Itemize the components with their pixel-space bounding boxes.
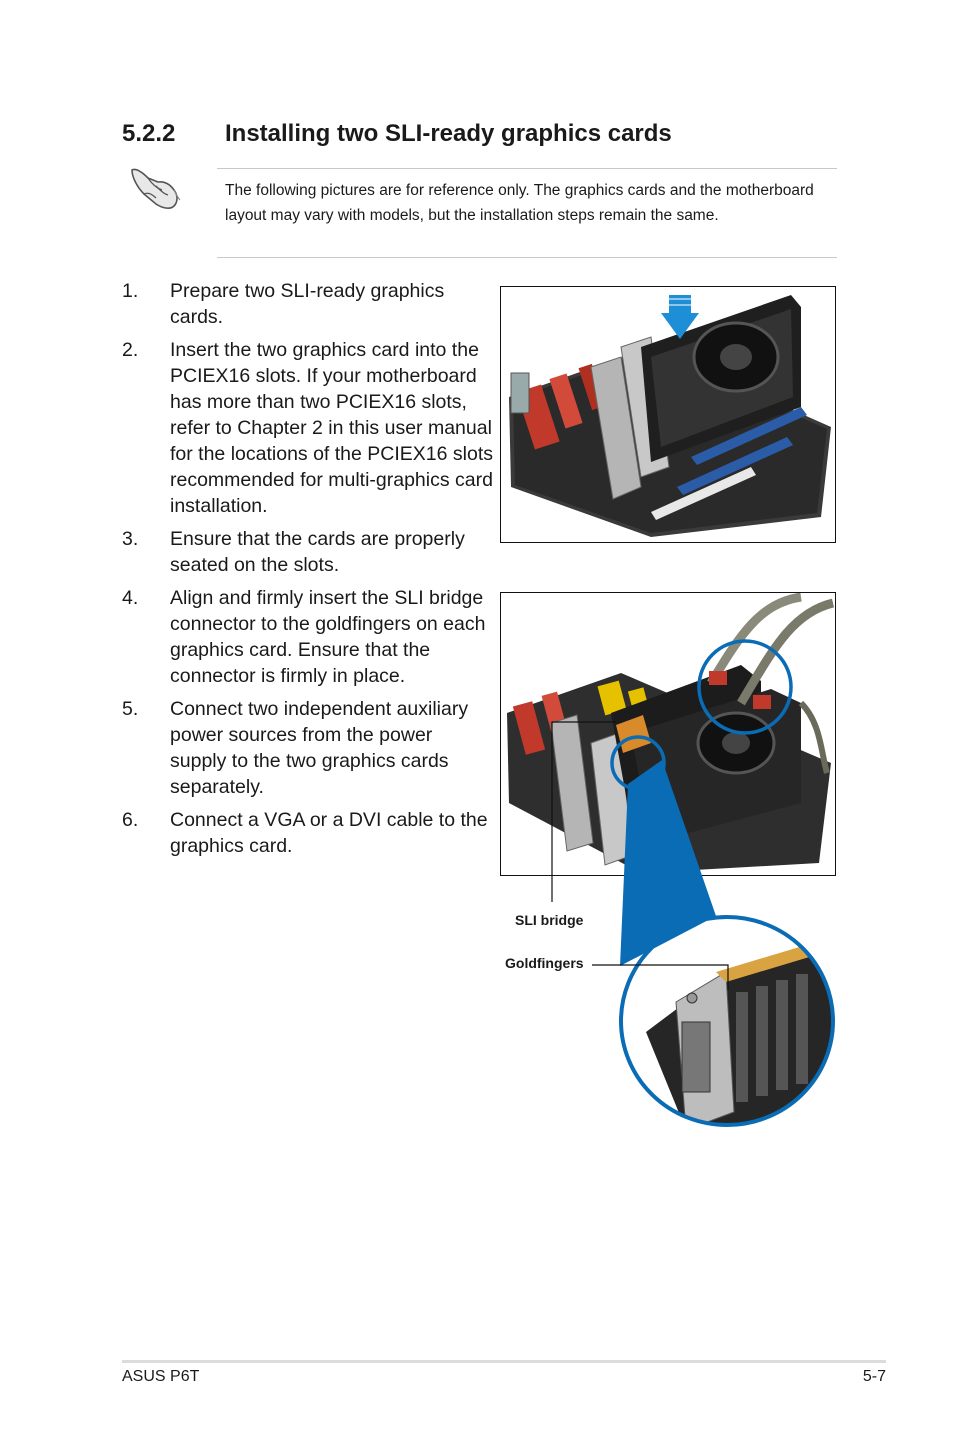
card-insertion-illustration [500, 286, 836, 543]
section-title: Installing two SLI-ready graphics cards [225, 120, 672, 147]
list-item [122, 278, 494, 330]
footer-divider [122, 1360, 886, 1363]
step-text: Connect two independent auxiliary power sources from the power supply to the two graphics cards separately. [170, 698, 469, 798]
step-text: Ensure that the cards are properly seated on the slots. [170, 528, 465, 576]
list-item [122, 337, 494, 519]
step-text: Insert the two graphics card into the PCIEX16 slots. If your motherboard has more than two PCIEX16 slots, refer to Chapter 2 in this user manual for the locations of the PCIEX16 slots recommended for multi-graphics card installation. [170, 339, 494, 517]
step-text: Prepare two SLI-ready graphics cards. [170, 280, 445, 328]
footer-product-name: ASUS P6T [122, 1368, 200, 1385]
section-number: 5.2.2 [122, 120, 176, 147]
footer-page-number: 5-7 [862, 1368, 886, 1385]
step-text: Align and firmly insert the SLI bridge connector to the goldfingers on each graphics card. Ensure that the connector is firmly in place. [170, 587, 486, 687]
note-text: The following pictures are for reference only. The graphics cards and the motherboard layout may vary with models, but the installation steps remain the same. [225, 182, 814, 224]
hand-pointing-icon [128, 164, 182, 212]
step-number: 4. [122, 587, 139, 609]
step-number: 5. [122, 698, 139, 720]
goldfingers-label: Goldfingers [505, 955, 584, 971]
note-box [217, 168, 837, 258]
step-number: 3. [122, 528, 139, 550]
step-text: Connect a VGA or a DVI cable to the graphics card. [170, 809, 488, 857]
sli-bridge-illustration [500, 592, 836, 876]
step-number: 6. [122, 809, 139, 831]
list-item [122, 696, 494, 800]
goldfingers-zoom-detail [616, 912, 838, 1130]
list-item [122, 585, 494, 689]
step-number: 2. [122, 339, 139, 361]
list-item [122, 807, 494, 859]
step-number: 1. [122, 280, 139, 302]
list-item [122, 526, 494, 578]
installation-steps [122, 278, 494, 866]
sli-bridge-label: SLI bridge [515, 912, 584, 928]
